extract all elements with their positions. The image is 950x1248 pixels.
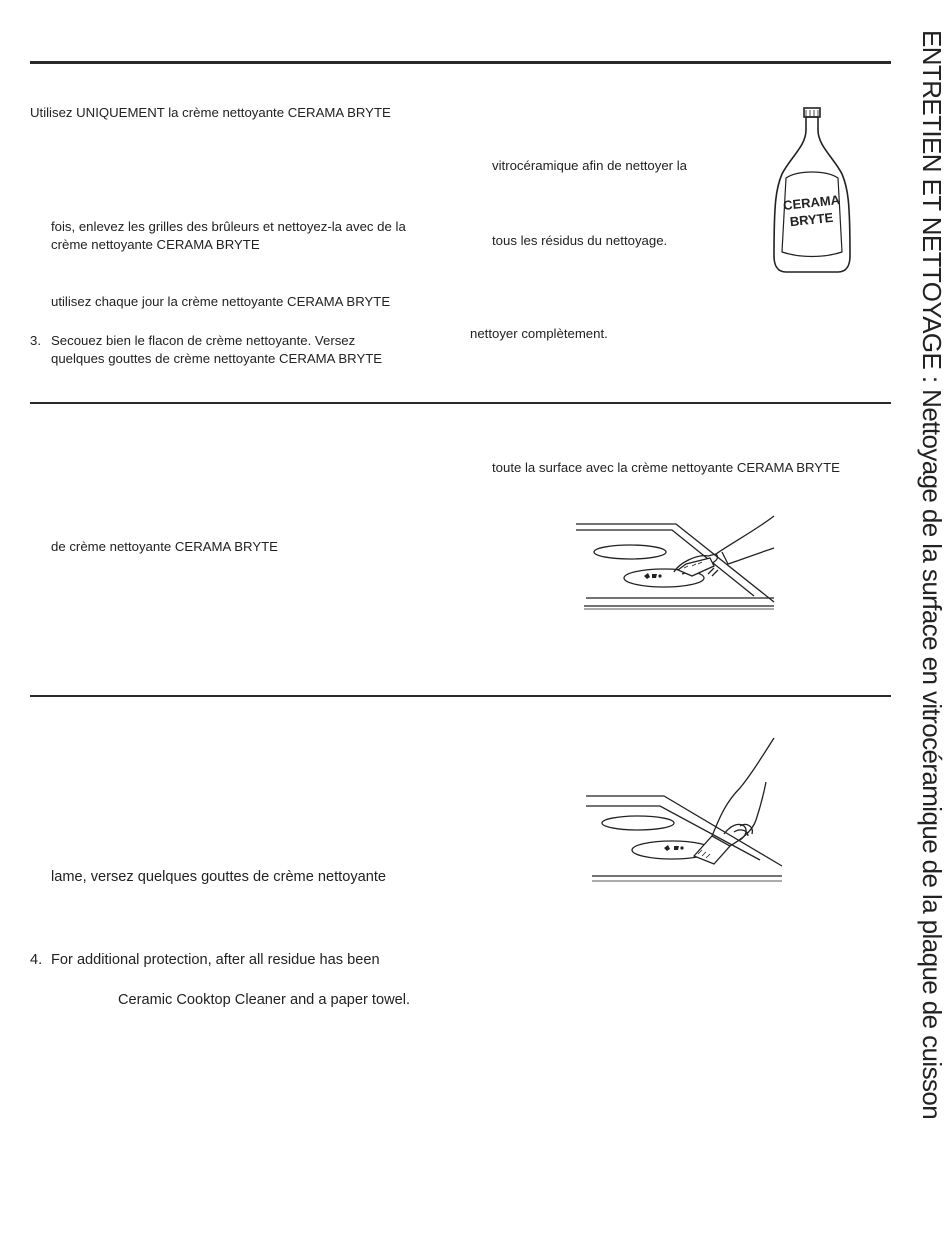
bottle-label-cerama: CERAMA xyxy=(782,192,841,213)
section-divider-bottom xyxy=(30,695,891,697)
step-3-line-1: Secouez bien le flacon de crème nettoyante. Versez xyxy=(51,333,356,348)
s2-left-line: de crème nettoyante CERAMA BRYTE xyxy=(51,539,278,554)
section-divider-middle xyxy=(30,402,891,404)
s3-left-line: lame, versez quelques gouttes de crème nettoyante xyxy=(51,869,387,885)
bottle-label-bryte: BRYTE xyxy=(789,209,834,230)
step-4-number: 4. xyxy=(30,952,43,968)
s2-right-line: toute la surface avec la crème nettoyante CERAMA BRYTE xyxy=(492,460,840,475)
step-4-line-2: Ceramic Cooktop Cleaner and a paper towel. xyxy=(118,992,411,1008)
step-3-number: 3. xyxy=(30,333,41,348)
cleaner-bottle-illustration xyxy=(768,106,856,278)
s1-right-line-3: nettoyer complètement. xyxy=(470,326,608,341)
s1-line-fois: fois, enlevez les grilles des brûleurs et nettoyez-la avec de la xyxy=(51,219,406,234)
s1-right-line-1: vitrocéramique afin de nettoyer la xyxy=(492,158,687,173)
side-title: ENTRETIEN ET NETTOYAGE : Nettoyage de la surface en vitrocéramique de la plaque de cuisson xyxy=(917,30,947,1120)
cooktop-wiping-illustration xyxy=(574,514,784,614)
s1-line-daily: utilisez chaque jour la crème nettoyante CERAMA BRYTE xyxy=(51,294,391,309)
s1-intro-line: Utilisez UNIQUEMENT la crème nettoyante CERAMA BRYTE xyxy=(30,105,391,120)
step-4-line-1: For additional protection, after all residue has been xyxy=(51,952,380,968)
step-3-line-2: quelques gouttes de crème nettoyante CERAMA BRYTE xyxy=(51,351,383,366)
s1-line-creme: crème nettoyante CERAMA BRYTE xyxy=(51,237,260,252)
section-divider-top xyxy=(30,61,891,64)
cooktop-scraper-illustration xyxy=(584,736,786,884)
s1-right-line-2: tous les résidus du nettoyage. xyxy=(492,233,668,248)
